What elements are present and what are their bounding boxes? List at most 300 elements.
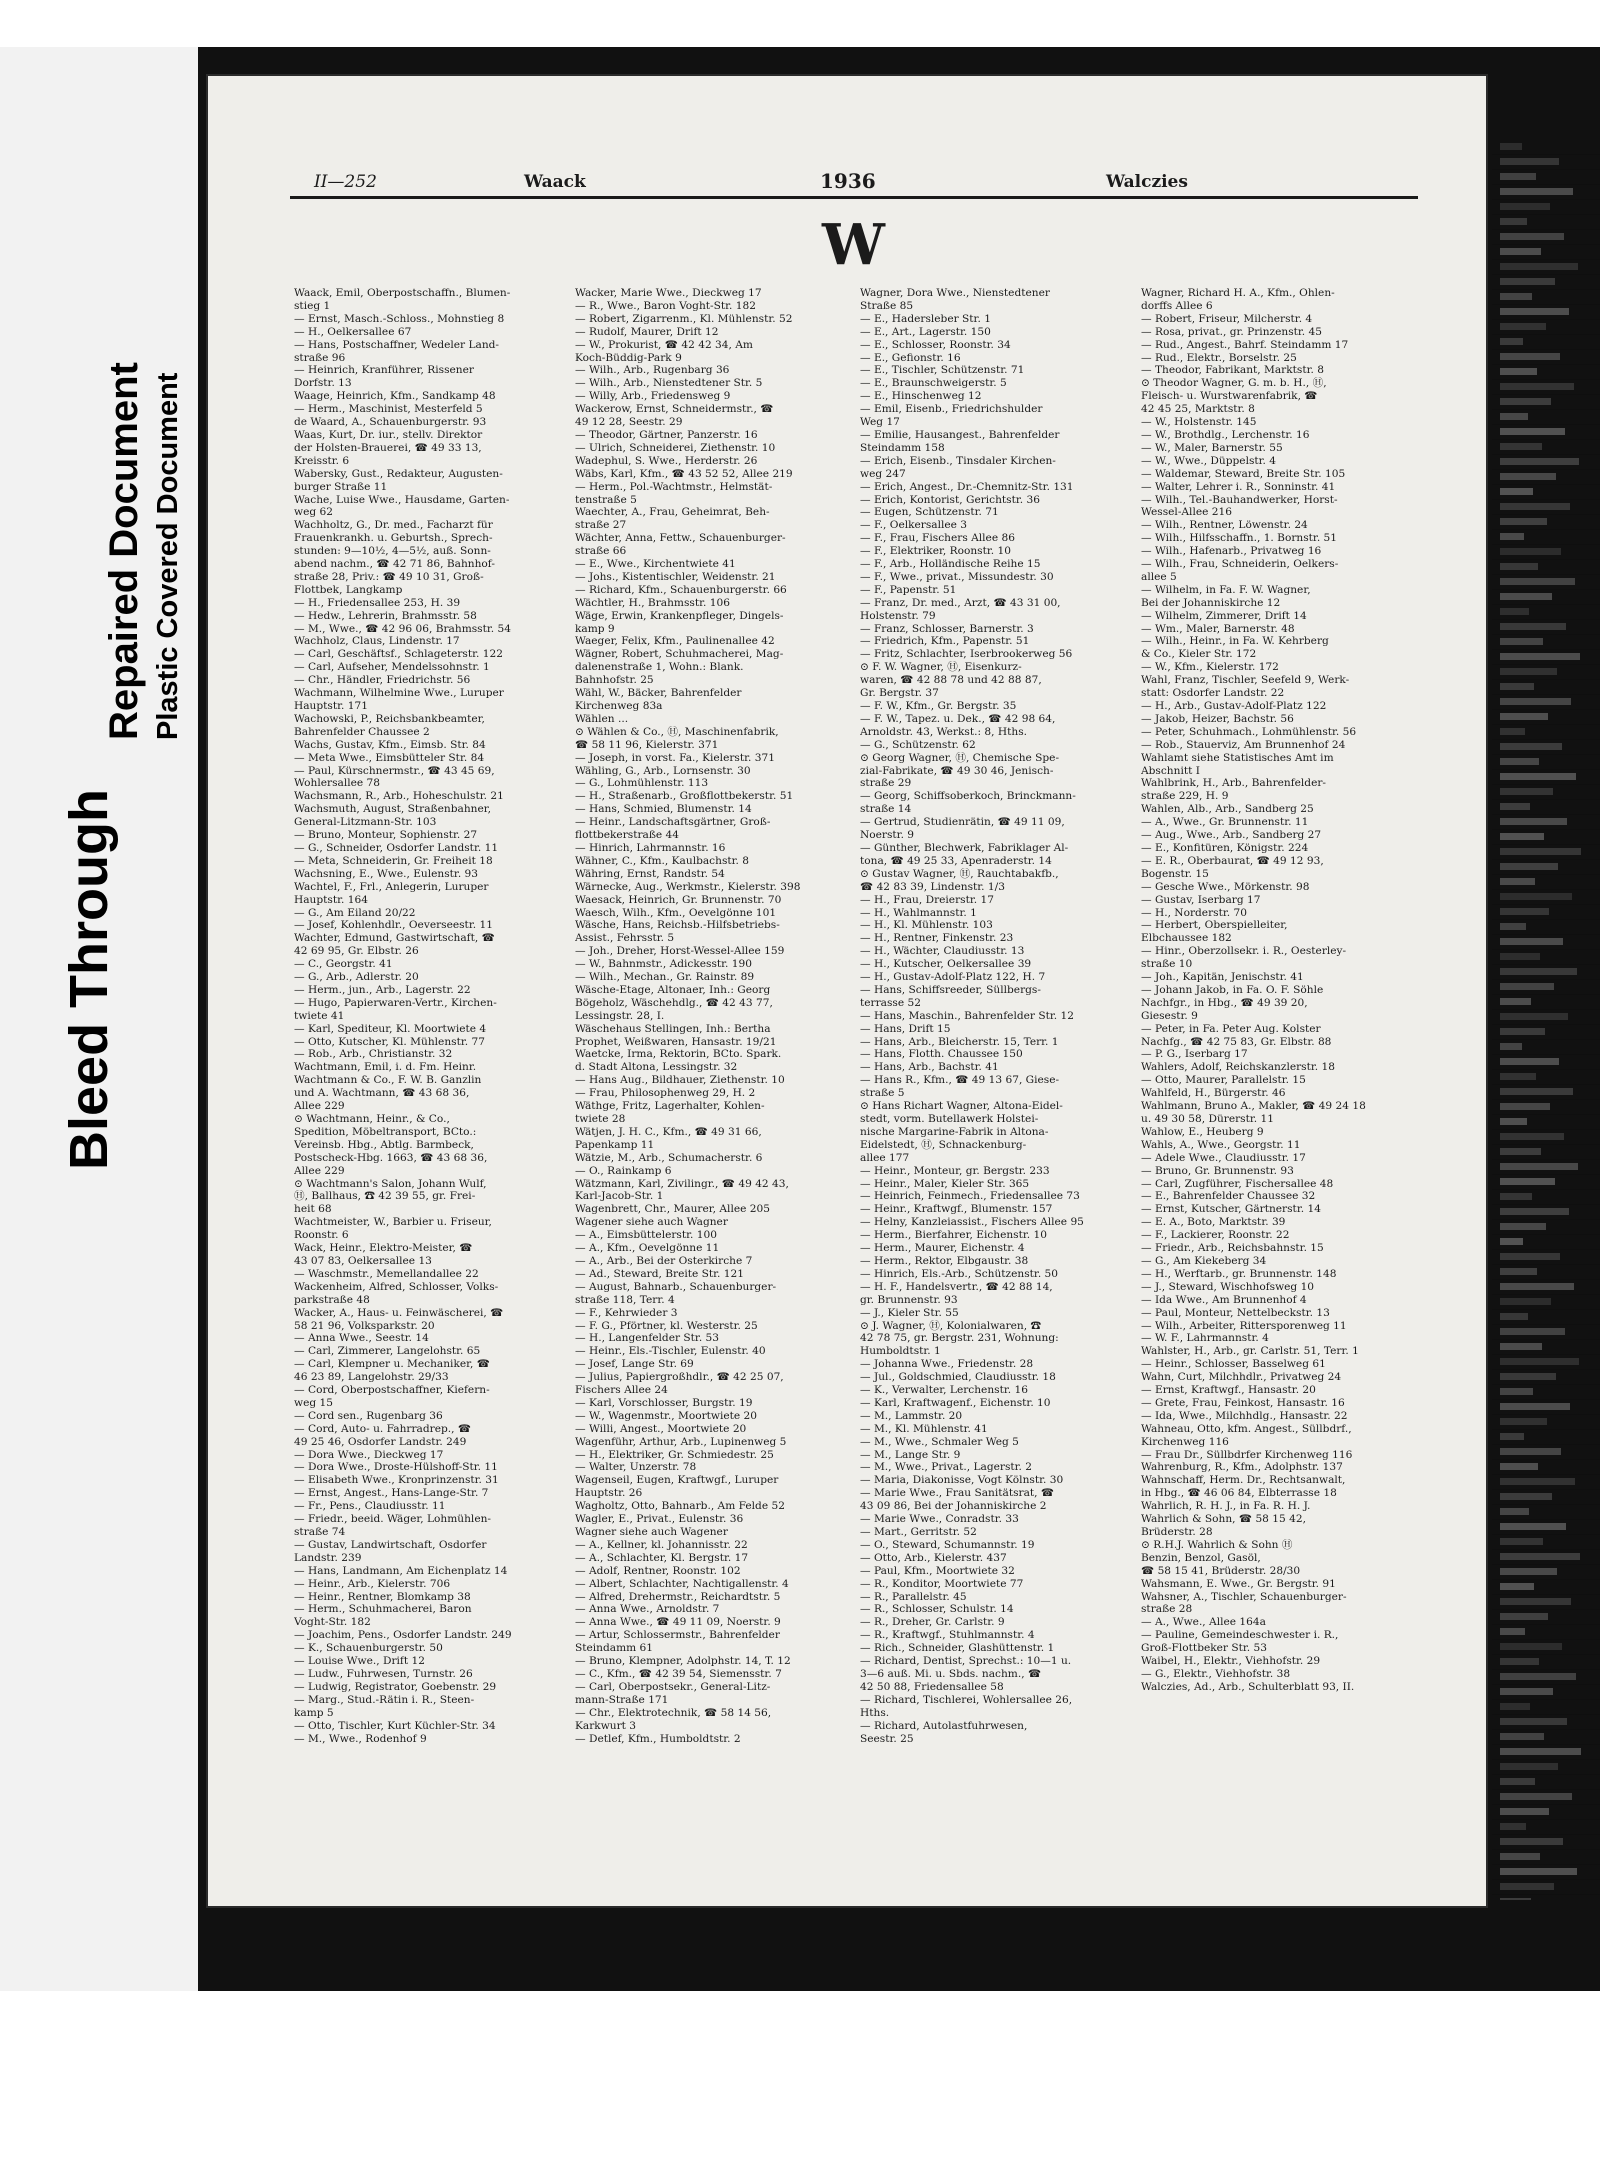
- directory-entry: — H., Gustav-Adolf-Platz 122, H. 7: [860, 971, 1046, 984]
- directory-entry: — Emil, Eisenb., Friedrichshulder: [860, 403, 1043, 416]
- directory-entry: Wachmann, Wilhelmine Wwe., Luruper: [294, 687, 504, 700]
- directory-entry: — Rud., Angest., Bahrf. Steindamm 17: [1141, 338, 1349, 351]
- adjacent-page-text-fragment: [1500, 1703, 1530, 1710]
- directory-entry: — Alfred, Drehermstr., Reichardtstr. 5: [575, 1590, 781, 1603]
- directory-entry: — Theodor, Fabrikant, Marktstr. 8: [1141, 364, 1324, 377]
- directory-entry: stedt, vorm. Butellawerk Holstei-: [860, 1113, 1039, 1125]
- directory-entry: Benzin, Benzol, Gasöl,: [1141, 1551, 1261, 1564]
- adjacent-page-text-fragment: [1500, 1178, 1555, 1185]
- adjacent-page-line: [1492, 1625, 1600, 1640]
- directory-entry: parkstraße 48: [294, 1293, 370, 1306]
- directory-entry: — Otto, Maurer, Parallelstr. 15: [1141, 1074, 1306, 1087]
- directory-entry: — Dora Wwe., Dieckweg 17: [294, 1448, 444, 1461]
- directory-entry: Waas, Kurt, Dr. iur., stellv. Direktor: [294, 428, 483, 441]
- adjacent-page-text-fragment: [1500, 1838, 1563, 1845]
- directory-entry: ⊙ J. Wagner, Ⓗ, Kolonialwaren, ☎: [860, 1319, 1042, 1332]
- directory-entry: — Chr., Elektrotechnik, ☎ 58 14 56,: [575, 1706, 772, 1719]
- adjacent-page-text-fragment: [1500, 1193, 1532, 1200]
- adjacent-page-line: [1492, 1835, 1600, 1850]
- adjacent-page-line: [1492, 845, 1600, 860]
- adjacent-page-line: [1492, 320, 1600, 335]
- adjacent-page-text-fragment: [1500, 923, 1526, 930]
- directory-entry: Wadephul, S. Wwe., Herderstr. 26: [575, 454, 758, 467]
- adjacent-page-text-fragment: [1500, 368, 1537, 375]
- adjacent-page-line: [1492, 740, 1600, 755]
- adjacent-page-line: [1492, 680, 1600, 695]
- directory-entry: — E., Gefionstr. 16: [860, 351, 961, 364]
- directory-entry: Wachsmuth, August, Straßenbahner,: [294, 803, 492, 816]
- directory-entry: Voght-Str. 182: [294, 1616, 371, 1629]
- directory-entry: Wachtel, F., Frl., Anlegerin, Luruper: [294, 880, 489, 893]
- directory-entry: weg 247: [860, 467, 906, 480]
- directory-entry: — Julius, Papiergroßhdlr., ☎ 42 25 07,: [575, 1371, 784, 1384]
- directory-entry: — W., Holstenstr. 145: [1141, 416, 1257, 429]
- directory-entry: Bögeholz, Wäschehdlg., ☎ 42 43 77,: [575, 996, 773, 1009]
- directory-entry: ☎ 58 11 96, Kielerstr. 371: [575, 738, 719, 751]
- directory-entry: Steindamm 158: [860, 441, 945, 454]
- adjacent-page-line: [1492, 920, 1600, 935]
- directory-entry: — Otto, Tischler, Kurt Küchler-Str. 34: [294, 1719, 496, 1732]
- adjacent-page-text-fragment: [1500, 893, 1572, 900]
- directory-entry: Humboldtstr. 1: [860, 1345, 941, 1358]
- adjacent-page-text-fragment: [1500, 773, 1576, 780]
- directory-entry: Wäschehaus Stellingen, Inh.: Bertha: [575, 1022, 771, 1035]
- adjacent-page-text-fragment: [1500, 503, 1570, 510]
- adjacent-page-text-fragment: [1500, 1073, 1536, 1080]
- directory-entry: Bahnhofstr. 25: [575, 674, 654, 687]
- directory-entry: — M., Lammstr. 20: [860, 1409, 963, 1422]
- directory-entry: Giesestr. 9: [1141, 1009, 1198, 1022]
- directory-entry: — Cord, Oberpostschaffner, Kiefern-: [294, 1384, 490, 1397]
- adjacent-page-text-fragment: [1500, 1208, 1569, 1215]
- directory-entry: — Frau, Philosophenweg 29, H. 2: [575, 1087, 756, 1100]
- adjacent-page-line: [1492, 1265, 1600, 1280]
- directory-entry: — Carl, Klempner u. Mechaniker, ☎: [294, 1358, 490, 1371]
- directory-column-4: [1141, 287, 1416, 1877]
- directory-entry: de Waard, A., Schauenburgerstr. 93: [294, 416, 487, 429]
- directory-entry: — K., Verwalter, Lerchenstr. 16: [860, 1384, 1028, 1397]
- directory-entry: — Ernst, Masch.-Schloss., Mohnstieg 8: [294, 312, 505, 325]
- adjacent-page-line: [1492, 1775, 1600, 1790]
- adjacent-page-text-fragment: [1500, 1538, 1543, 1545]
- directory-entry: — Gustav, Iserbarg 17: [1141, 893, 1261, 906]
- adjacent-page-text-fragment: [1500, 203, 1550, 210]
- directory-entry: ⊙ Wachtmann, Heinr., & Co.,: [294, 1113, 450, 1125]
- directory-entry: Wähner, C., Kfm., Kaulbachstr. 8: [575, 854, 750, 867]
- directory-entry: — Herm., Rektor, Elbgaustr. 38: [860, 1254, 1029, 1267]
- directory-entry: d. Stadt Altona, Lessingstr. 32: [575, 1061, 738, 1074]
- directory-entry: Waetcke, Irma, Rektorin, BCto. Spark.: [575, 1048, 782, 1061]
- adjacent-page-text-fragment: [1500, 1583, 1534, 1590]
- adjacent-page-text-fragment: [1500, 1043, 1522, 1050]
- adjacent-page-text-fragment: [1500, 683, 1534, 690]
- directory-entry: — Gustav, Landwirtschaft, Osdorfer: [294, 1538, 487, 1551]
- directory-entry: Papenkamp 11: [575, 1138, 655, 1151]
- directory-entry: — H., Norderstr. 70: [1141, 906, 1247, 919]
- adjacent-page-line: [1492, 1715, 1600, 1730]
- directory-entry: Wackerow, Ernst, Schneidermstr., ☎: [575, 403, 774, 416]
- directory-entry: — Helny, Kanzleiassist., Fischers Allee 95: [860, 1216, 1084, 1229]
- directory-entry: — Bruno, Gr. Brunnenstr. 93: [1141, 1164, 1294, 1177]
- directory-entry: Wagler, E., Privat., Eulenstr. 36: [575, 1513, 744, 1526]
- directory-entry: — Joachim, Pens., Osdorfer Landstr. 249: [294, 1629, 512, 1642]
- adjacent-page-line: [1492, 710, 1600, 725]
- directory-entry: Bogenstr. 15: [1141, 867, 1209, 880]
- directory-entry: — Georg, Schiffsoberkoch, Brinckmann-: [860, 790, 1076, 803]
- adjacent-page-text-fragment: [1500, 863, 1558, 870]
- adjacent-page-line: [1492, 650, 1600, 665]
- adjacent-page-text-fragment: [1500, 938, 1563, 945]
- directory-entry: — Hans, Landmann, Am Eichenplatz 14: [294, 1564, 508, 1577]
- directory-entry: — H., Arb., Gustav-Adolf-Platz 122: [1141, 700, 1327, 712]
- directory-entry: Wachsning, E., Wwe., Eulenstr. 93: [294, 867, 479, 880]
- adjacent-page-line: [1492, 1700, 1600, 1715]
- directory-entry: — Wilh., Arb., Nienstedtener Str. 5: [575, 377, 763, 390]
- adjacent-page-text-fragment: [1500, 1448, 1561, 1455]
- adjacent-page-line: [1492, 275, 1600, 290]
- adjacent-page-line: [1492, 1100, 1600, 1115]
- adjacent-page-line: [1492, 1055, 1600, 1070]
- adjacent-page-text-fragment: [1500, 1643, 1562, 1650]
- directory-entry: — A., Wwe., Allee 164a: [1141, 1616, 1266, 1629]
- adjacent-page-line: [1492, 935, 1600, 950]
- directory-entry: — E. A., Boto, Marktstr. 39: [1141, 1216, 1286, 1229]
- directory-entry: — Erich, Eisenb., Tinsdaler Kirchen-: [860, 454, 1056, 467]
- directory-entry: — Wilhelm, in Fa. F. W. Wagner,: [1141, 583, 1311, 596]
- adjacent-page-line: [1492, 905, 1600, 920]
- adjacent-page-line: [1492, 785, 1600, 800]
- directory-entry: — Maria, Diakonisse, Vogt Kölnstr. 30: [860, 1474, 1064, 1487]
- adjacent-page-text-fragment: [1500, 443, 1542, 450]
- adjacent-page-text-fragment: [1500, 1133, 1564, 1140]
- directory-entry: — Chr., Händler, Friedrichstr. 56: [294, 674, 471, 687]
- directory-entry: — H., Rentner, Finkenstr. 23: [860, 932, 1014, 945]
- adjacent-page-line: [1492, 140, 1600, 155]
- adjacent-page-text-fragment: [1500, 1568, 1557, 1575]
- directory-entry: — Jul., Goldschmied, Claudiusstr. 18: [860, 1371, 1056, 1384]
- directory-entry: Koch-Büddig-Park 9: [575, 351, 682, 364]
- adjacent-page-text-fragment: [1500, 623, 1566, 630]
- adjacent-page-text-fragment: [1500, 218, 1527, 225]
- directory-entry: Wache, Luise Wwe., Hausdame, Garten-: [294, 493, 510, 506]
- directory-column-3: [860, 287, 1130, 1877]
- directory-entry: — Grete, Frau, Feinkost, Hansastr. 16: [1141, 1396, 1345, 1409]
- directory-entry: Frauenkrankh. u. Geburtsh., Sprech-: [294, 532, 493, 545]
- adjacent-page-line: [1492, 1190, 1600, 1205]
- directory-entry: Bahrenfelder Chaussee 2: [294, 725, 430, 738]
- directory-entry: — R., Schlosser, Schulstr. 14: [860, 1603, 1014, 1616]
- directory-entry: Wahlow, E., Heuberg 9: [1141, 1125, 1264, 1138]
- directory-entry: — Peter, in Fa. Peter Aug. Kolster: [1141, 1022, 1321, 1035]
- directory-entry: Lessingstr. 28, I.: [575, 1009, 665, 1022]
- directory-entry: — R., Parallelstr. 45: [860, 1590, 967, 1603]
- adjacent-page-line: [1492, 950, 1600, 965]
- directory-entry: — Ernst, Kutscher, Gärtnerstr. 14: [1141, 1203, 1321, 1216]
- directory-entry: — Carl, Zugführer, Fischersallee 48: [1141, 1177, 1334, 1190]
- directory-entry: — A., Schlachter, Kl. Bergstr. 17: [575, 1551, 749, 1564]
- directory-entry: Wohlersallee 78: [294, 777, 381, 790]
- directory-entry: — Wilh., Heinr., in Fa. W. Kehrberg: [1141, 635, 1329, 648]
- header-first-name: Waack: [524, 172, 586, 192]
- directory-entry: — E., Konfitüren, Königstr. 224: [1141, 841, 1309, 854]
- adjacent-page-line: [1492, 1580, 1600, 1595]
- adjacent-page-line: [1492, 995, 1600, 1010]
- directory-entry: — Joh., Kapitän, Jenischstr. 41: [1141, 971, 1304, 984]
- directory-entry: — Walter, Lehrer i. R., Sonninstr. 41: [1141, 480, 1336, 493]
- adjacent-page-text-fragment: [1500, 608, 1529, 615]
- adjacent-page-text-fragment: [1500, 818, 1567, 825]
- directory-entry: tenstraße 5: [575, 493, 637, 506]
- directory-entry: stunden: 9—10½, 4—5½, auß. Sonn-: [294, 545, 491, 558]
- directory-entry: Wähling, G., Arb., Lornsenstr. 30: [575, 764, 751, 777]
- directory-entry: — Hans R., Kfm., ☎ 49 13 67, Giese-: [860, 1074, 1060, 1087]
- directory-entry: — Wilh., Arbeiter, Rittersporenweg 11: [1141, 1319, 1347, 1332]
- directory-entry: Hauptstr. 164: [294, 893, 368, 906]
- directory-entry: — Richard, Tischlerei, Wohlersallee 26,: [860, 1693, 1073, 1706]
- directory-entry: Gr. Bergstr. 37: [860, 687, 939, 700]
- directory-entry: Wägner, Robert, Schuhmacherei, Mag-: [575, 648, 784, 661]
- directory-entry: ⊙ Georg Wagner, Ⓗ, Chemische Spe-: [860, 751, 1060, 764]
- directory-entry: twiete 41: [294, 1009, 345, 1022]
- directory-entry: — Hans, Drift 15: [860, 1022, 951, 1035]
- directory-entry: — A., Kellner, kl. Johannisstr. 22: [575, 1538, 748, 1551]
- directory-entry: — Karl, Vorschlosser, Burgstr. 19: [575, 1396, 753, 1409]
- directory-entry: 42 45 25, Marktstr. 8: [1141, 403, 1255, 416]
- adjacent-page-line: [1492, 1340, 1600, 1355]
- adjacent-page-text-fragment: [1500, 293, 1532, 300]
- directory-entry: — H., Straßenarb., Großflottbekerstr. 51: [575, 790, 794, 803]
- directory-entry: 43 07 83, Oelkersallee 13: [294, 1254, 432, 1267]
- directory-entry: — Rud., Elektr., Borselstr. 25: [1141, 351, 1297, 364]
- directory-entry: 42 69 95, Gr. Elbstr. 26: [294, 945, 419, 958]
- adjacent-page-text-fragment: [1500, 1868, 1577, 1875]
- adjacent-page-text-fragment: [1500, 698, 1571, 705]
- adjacent-page-line: [1492, 1355, 1600, 1370]
- directory-entry: — Hans, Schmied, Blumenstr. 14: [575, 803, 752, 816]
- directory-entry: — R., Dreher, Gr. Carlstr. 9: [860, 1616, 1005, 1629]
- adjacent-page-text-fragment: [1500, 1268, 1537, 1275]
- adjacent-page-text-fragment: [1500, 263, 1578, 270]
- adjacent-page-line: [1492, 1895, 1600, 1900]
- directory-entry: Wachtmann, Emil, i. d. Fm. Heinr.: [294, 1061, 477, 1074]
- directory-entry: — Bruno, Klempner, Adolphstr. 14, T. 12: [575, 1655, 791, 1668]
- directory-entry: Waechter, A., Frau, Geheimrat, Beh-: [575, 506, 770, 519]
- directory-entry: Wagholtz, Otto, Bahnarb., Am Felde 52: [575, 1500, 785, 1513]
- directory-entry: Holstenstr. 79: [860, 609, 936, 622]
- directory-entry: Abschnitt I: [1141, 764, 1200, 777]
- directory-entry: — Cord sen., Rugenbarg 36: [294, 1409, 443, 1422]
- directory-entry: ☎ 42 83 39, Lindenstr. 1/3: [860, 880, 1005, 893]
- adjacent-page-line: [1492, 770, 1600, 785]
- directory-entry: — Richard, Autolastfuhrwesen,: [860, 1719, 1028, 1732]
- adjacent-page-line: [1492, 515, 1600, 530]
- adjacent-page-line: [1492, 1070, 1600, 1085]
- directory-entry: straße 229, H. 9: [1141, 790, 1229, 803]
- directory-entry: Wäge, Erwin, Krankenpfleger, Dingels-: [575, 609, 784, 622]
- adjacent-page-line: [1492, 575, 1600, 590]
- adjacent-page-text-fragment: [1500, 1028, 1545, 1035]
- directory-entry: Waesack, Heinrich, Gr. Brunnenstr. 70: [575, 893, 782, 906]
- directory-entry: — G., Am Eiland 20/22: [294, 906, 416, 919]
- adjacent-page-text-fragment: [1500, 1898, 1531, 1900]
- adjacent-page-line: [1492, 965, 1600, 980]
- directory-entry: Walczies, Ad., Arb., Schulterblatt 93, II.: [1141, 1680, 1355, 1693]
- directory-entry: Wagner siehe auch Wagener: [575, 1526, 728, 1538]
- directory-entry: — Karl, Kraftwagenf., Eichenstr. 10: [860, 1396, 1051, 1409]
- repaired-document-stamp: Repaired Document: [102, 362, 146, 740]
- directory-entry: Steindamm 61: [575, 1642, 654, 1655]
- directory-entry: Wagner, Richard H. A., Kfm., Ohlen-: [1141, 287, 1335, 299]
- adjacent-page-text-fragment: [1500, 953, 1540, 960]
- adjacent-page-text-fragment: [1500, 233, 1564, 240]
- adjacent-page-text-fragment: [1500, 713, 1548, 720]
- adjacent-page-line: [1492, 410, 1600, 425]
- directory-entry: — Joh., Dreher, Horst-Wessel-Allee 159: [575, 945, 785, 958]
- adjacent-page-text-fragment: [1500, 1553, 1580, 1560]
- directory-entry: — W., Bahnmstr., Adickesstr. 190: [575, 958, 753, 971]
- adjacent-page-text-fragment: [1500, 188, 1573, 195]
- adjacent-page-line: [1492, 1025, 1600, 1040]
- adjacent-page-text-fragment: [1500, 1748, 1581, 1755]
- adjacent-page-line: [1492, 1865, 1600, 1880]
- adjacent-page-line: [1492, 290, 1600, 305]
- directory-entry: 42 50 88, Friedensallee 58: [860, 1680, 1004, 1693]
- directory-entry: — F., Elektriker, Roonstr. 10: [860, 545, 1011, 558]
- directory-entry: — Franz, Schlosser, Barnerstr. 3: [860, 622, 1034, 635]
- directory-entry: Karkwurt 3: [575, 1719, 637, 1732]
- adjacent-page-text-fragment: [1500, 1088, 1573, 1095]
- directory-entry: — Erich, Kontorist, Gerichtstr. 36: [860, 493, 1040, 506]
- directory-entry: — Anna Wwe., ☎ 49 11 09, Noerstr. 9: [575, 1616, 781, 1629]
- directory-entry: — Rob., Stauerviz, Am Brunnenhof 24: [1141, 738, 1346, 751]
- directory-entry: Wächtler, H., Brahmsstr. 106: [575, 596, 730, 609]
- directory-entry: Wachs, Gustav, Kfm., Eimsb. Str. 84: [294, 738, 486, 751]
- adjacent-page-text-fragment: [1500, 1373, 1556, 1380]
- directory-entry: Elbchaussee 182: [1141, 932, 1232, 945]
- directory-entry: straße 74: [294, 1526, 346, 1538]
- adjacent-page-line: [1492, 170, 1600, 185]
- directory-entry: — Hans Aug., Bildhauer, Ziethenstr. 10: [575, 1074, 785, 1087]
- directory-entry: — W., Kfm., Kielerstr. 172: [1141, 661, 1279, 674]
- adjacent-page-line: [1492, 1010, 1600, 1025]
- directory-entry: — Rudolf, Maurer, Drift 12: [575, 325, 719, 338]
- directory-entry: Wagenbrett, Chr., Maurer, Allee 205: [575, 1203, 770, 1216]
- adjacent-page-text-fragment: [1500, 803, 1530, 810]
- directory-entry: — Herm., Maurer, Eichenstr. 4: [860, 1242, 1025, 1255]
- directory-entry: — Louise Wwe., Drift 12: [294, 1655, 425, 1668]
- directory-entry: Wahneau, Otto, kfm. Angest., Süllbdrf.,: [1141, 1422, 1352, 1435]
- directory-entry: straße 28, Priv.: ☎ 49 10 31, Groß-: [294, 570, 484, 583]
- directory-entry: Nachfg., ☎ 42 75 83, Gr. Elbstr. 88: [1141, 1035, 1332, 1048]
- adjacent-page-text-fragment: [1500, 728, 1525, 735]
- directory-entry: Hths.: [860, 1706, 890, 1719]
- directory-entry: Fischers Allee 24: [575, 1384, 668, 1397]
- directory-entry: ⊙ Theodor Wagner, G. m. b. H., Ⓗ,: [1141, 377, 1327, 390]
- directory-entry: — W., Wwe., Düppelstr. 4: [1141, 454, 1277, 467]
- directory-entry: — R., Wwe., Baron Voght-Str. 182: [575, 299, 756, 312]
- directory-entry: Wahlster, H., Arb., gr. Carlstr. 51, Terr. 1: [1141, 1345, 1359, 1358]
- directory-entry: Wachtmeister, W., Barbier u. Friseur,: [294, 1216, 492, 1229]
- adjacent-page-line: [1492, 1115, 1600, 1130]
- directory-entry: — Bruno, Monteur, Sophienstr. 27: [294, 829, 478, 842]
- adjacent-page-line: [1492, 365, 1600, 380]
- header-divider: [290, 196, 1418, 199]
- directory-entry: — Ida Wwe., Am Brunnenhof 4: [1141, 1293, 1307, 1306]
- adjacent-page-text-fragment: [1500, 1388, 1533, 1395]
- directory-entry: — H., Friedensallee 253, H. 39: [294, 596, 461, 609]
- directory-entry: — Adele Wwe., Claudiusstr. 17: [1141, 1151, 1306, 1164]
- directory-entry: und A. Wachtmann, ☎ 43 68 36,: [294, 1087, 470, 1100]
- directory-entry: — Albert, Schlachter, Nachtigallenstr. 4: [575, 1577, 789, 1590]
- directory-entry: — F., Kehrwieder 3: [575, 1306, 678, 1319]
- directory-entry: — Hans, Postschaffner, Wedeler Land-: [294, 338, 500, 351]
- directory-entry: Kirchenweg 83a: [575, 700, 663, 712]
- directory-entry: — Ludwig, Registrator, Goebenstr. 29: [294, 1680, 497, 1693]
- directory-entry: Wahlen, Alb., Arb., Sandberg 25: [1141, 803, 1314, 816]
- directory-entry: — Heinr., Rentner, Blomkamp 38: [294, 1590, 471, 1603]
- directory-entry: Wäsche-Etage, Altonaer, Inh.: Georg: [575, 983, 771, 996]
- directory-entry: — A., Kfm., Oevelgönne 11: [575, 1242, 720, 1255]
- directory-entry: Waibel, H., Elektr., Viehhofstr. 29: [1141, 1655, 1321, 1668]
- directory-entry: — W., Wagenmstr., Moortwiete 20: [575, 1409, 758, 1422]
- adjacent-page-text-fragment: [1500, 1853, 1540, 1860]
- adjacent-page-text-fragment: [1500, 1808, 1549, 1815]
- adjacent-page-text-fragment: [1500, 398, 1551, 405]
- adjacent-page-line: [1492, 1640, 1600, 1655]
- adjacent-page-text-fragment: [1500, 1688, 1553, 1695]
- adjacent-page-line: [1492, 1235, 1600, 1250]
- adjacent-page-text-fragment: [1500, 1148, 1541, 1155]
- directory-entry: — Marie Wwe., Conradstr. 33: [860, 1513, 1019, 1526]
- directory-entry: — C., Georgstr. 41: [294, 958, 393, 971]
- directory-entry: kamp 9: [575, 622, 615, 635]
- adjacent-page-line: [1492, 1790, 1600, 1805]
- directory-page: [206, 74, 1488, 1908]
- adjacent-page-text-fragment: [1500, 518, 1547, 525]
- directory-entry: Wahlbrink, H., Arb., Bahrenfelder-: [1141, 777, 1326, 790]
- directory-entry: ⊙ Hans Richart Wagner, Altona-Eidel-: [860, 1100, 1063, 1113]
- directory-entry: der Holsten-Brauerei, ☎ 49 33 13,: [294, 441, 482, 454]
- header-last-name: Walczies: [1106, 172, 1188, 192]
- adjacent-page-text-fragment: [1500, 968, 1577, 975]
- plastic-covered-document-stamp: Plastic Covered Document: [152, 372, 184, 740]
- directory-entry: — E., Hinschenweg 12: [860, 390, 982, 403]
- directory-entry: Dorfstr. 13: [294, 377, 352, 390]
- directory-entry: — Aug., Wwe., Arb., Sandberg 27: [1141, 829, 1322, 842]
- directory-entry: — W. F., Lahrmannstr. 4: [1141, 1332, 1269, 1345]
- directory-entry: — Adolf, Rentner, Roonstr. 102: [575, 1564, 741, 1577]
- adjacent-page-line: [1492, 545, 1600, 560]
- adjacent-page-line: [1492, 1400, 1600, 1415]
- adjacent-page-line: [1492, 1175, 1600, 1190]
- directory-entry: 58 21 96, Volksparkstr. 20: [294, 1319, 435, 1332]
- directory-entry: — Heinr., Kraftwgf., Blumenstr. 157: [860, 1203, 1053, 1216]
- directory-entry: straße 96: [294, 351, 346, 364]
- adjacent-page-line: [1492, 1490, 1600, 1505]
- directory-entry: — Karl, Spediteur, Kl. Moortwiete 4: [294, 1022, 487, 1035]
- adjacent-page-text-fragment: [1500, 1103, 1550, 1110]
- directory-entry: — A., Eimsbüttelerstr. 100: [575, 1229, 717, 1242]
- directory-entry: Wachholz, Claus, Lindenstr. 17: [294, 635, 460, 648]
- directory-entry: — Anna Wwe., Arnoldstr. 7: [575, 1603, 720, 1616]
- document-condition-stamps: [40, 120, 220, 1170]
- directory-entry: — Carl, Oberpostsekr., General-Litz-: [575, 1680, 771, 1693]
- adjacent-page-line: [1492, 635, 1600, 650]
- adjacent-page-text-fragment: [1500, 653, 1580, 660]
- directory-entry: — Wm., Maler, Barnerstr. 48: [1141, 622, 1295, 635]
- directory-entry: stieg 1: [294, 299, 331, 312]
- directory-entry: twiete 28: [575, 1113, 626, 1125]
